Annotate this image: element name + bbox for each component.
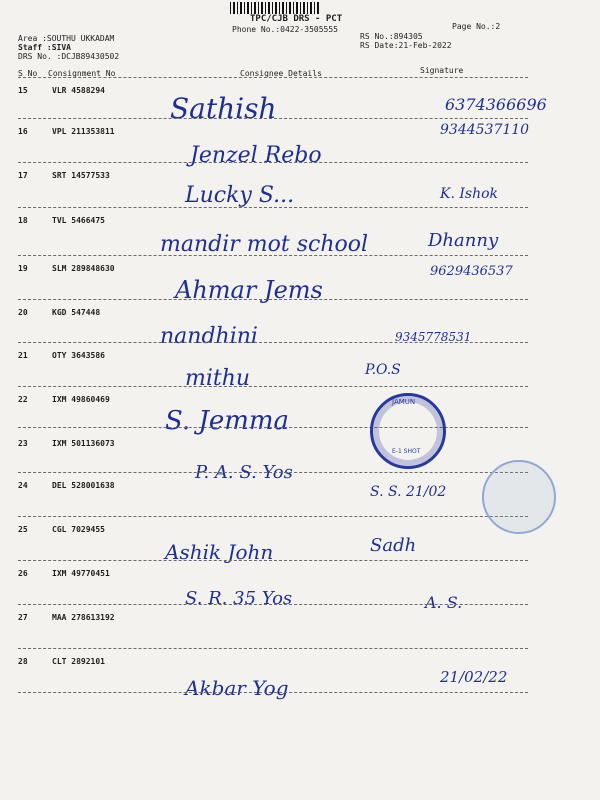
consignee-signature: mithu [185, 366, 251, 391]
sno: 27 [18, 613, 28, 622]
consignee-signature: S. Jemma [165, 406, 290, 436]
row-divider [18, 118, 528, 119]
signature: A. S. [425, 593, 463, 612]
signature: 21/02/22 [440, 668, 508, 686]
consignment-no: OTY 3643586 [52, 351, 105, 360]
row-divider [18, 427, 528, 428]
consignment-no: SRT 14577533 [52, 171, 110, 180]
consignee-signature: Lucky S... [185, 183, 295, 208]
row-divider [18, 162, 528, 163]
drs-number: DRS No. :DCJB89430502 [18, 52, 120, 61]
consignment-no: CGL 7029455 [52, 525, 105, 534]
stamp-text-bottom: E-1 SHOT [392, 448, 421, 455]
consignment-no: IXM 49770451 [52, 569, 110, 578]
signature: 6374366696 [445, 95, 547, 114]
signature: K. Ishok [440, 186, 499, 202]
stamp-text-top: JAMUN [392, 398, 416, 406]
rs-number: RS No.:894305 [360, 32, 423, 41]
consignee-signature: Sathish [170, 92, 277, 125]
consignment-no: CLT 2892101 [52, 657, 105, 666]
header-divider [18, 77, 528, 78]
row-divider [18, 516, 528, 517]
row-divider [18, 472, 528, 473]
staff-label: Staff :SIVA [18, 43, 71, 52]
page-number: Page No.:2 [452, 22, 501, 31]
consignee-signature: S. R. 35 Yos [185, 588, 293, 609]
consignee-signature: Ahmar Jems [175, 276, 323, 304]
sno: 15 [18, 86, 28, 95]
row-divider [18, 560, 528, 561]
barcode [230, 2, 320, 14]
sno: 23 [18, 439, 28, 448]
row-divider [18, 604, 528, 605]
row-divider [18, 692, 528, 693]
sno: 21 [18, 351, 28, 360]
consignee-signature: nandhini [160, 324, 258, 349]
signature: 9345778531 [395, 330, 472, 344]
sno: 16 [18, 127, 28, 136]
area-label: Area :SOUTHU UKKADAM [18, 34, 115, 43]
signature: 9629436537 [430, 264, 513, 279]
sno: 20 [18, 308, 28, 317]
sno: 28 [18, 657, 28, 666]
faded-stamp [482, 460, 556, 534]
consignment-no: IXM 501136073 [52, 439, 115, 448]
rs-date: RS Date:21-Feb-2022 [360, 41, 452, 50]
consignment-no: VLR 4588294 [52, 86, 105, 95]
consignment-no: TVL 5466475 [52, 216, 105, 225]
sno: 19 [18, 264, 28, 273]
sno: 22 [18, 395, 28, 404]
sno: 17 [18, 171, 28, 180]
consignee-signature: P. A. S. Yos [195, 462, 293, 483]
sno: 25 [18, 525, 28, 534]
signature: Dhanny [428, 230, 499, 251]
phone-number: Phone No.:0422-3505555 [232, 25, 338, 34]
signature: S. S. 21/02 [370, 484, 447, 500]
consignee-signature: Jenzel Rebo [190, 143, 322, 168]
consignee-signature: Akbar Yog [185, 676, 289, 700]
row-divider [18, 255, 528, 256]
consignment-no: KGD 547448 [52, 308, 101, 317]
sno: 18 [18, 216, 28, 225]
sno: 24 [18, 481, 28, 490]
row-divider [18, 386, 528, 387]
consignee-header: Consignee Details [240, 69, 322, 78]
consignment-no: MAA 278613192 [52, 613, 115, 622]
signature: P.O.S [365, 362, 401, 378]
consignment-no: IXM 49860469 [52, 395, 110, 404]
signature: Sadh [370, 535, 417, 556]
row-divider [18, 648, 528, 649]
consignment-no: SLM 289848630 [52, 264, 115, 273]
row-divider [18, 342, 528, 343]
consignment-header: Consignment No [48, 69, 116, 78]
consignment-no: VPL 211353811 [52, 127, 115, 136]
signature-header: Signature [420, 66, 464, 75]
sheet-title: TPC/CJB DRS - PCT [250, 14, 343, 24]
sno: 26 [18, 569, 28, 578]
signature: 9344537110 [440, 122, 530, 138]
row-divider [18, 299, 528, 300]
sno-header: S No [18, 69, 38, 78]
consignee-signature: Ashik John [165, 540, 274, 564]
consignee-signature: mandir mot school [160, 232, 369, 257]
consignment-no: DEL 528001638 [52, 481, 115, 490]
row-divider [18, 207, 528, 208]
